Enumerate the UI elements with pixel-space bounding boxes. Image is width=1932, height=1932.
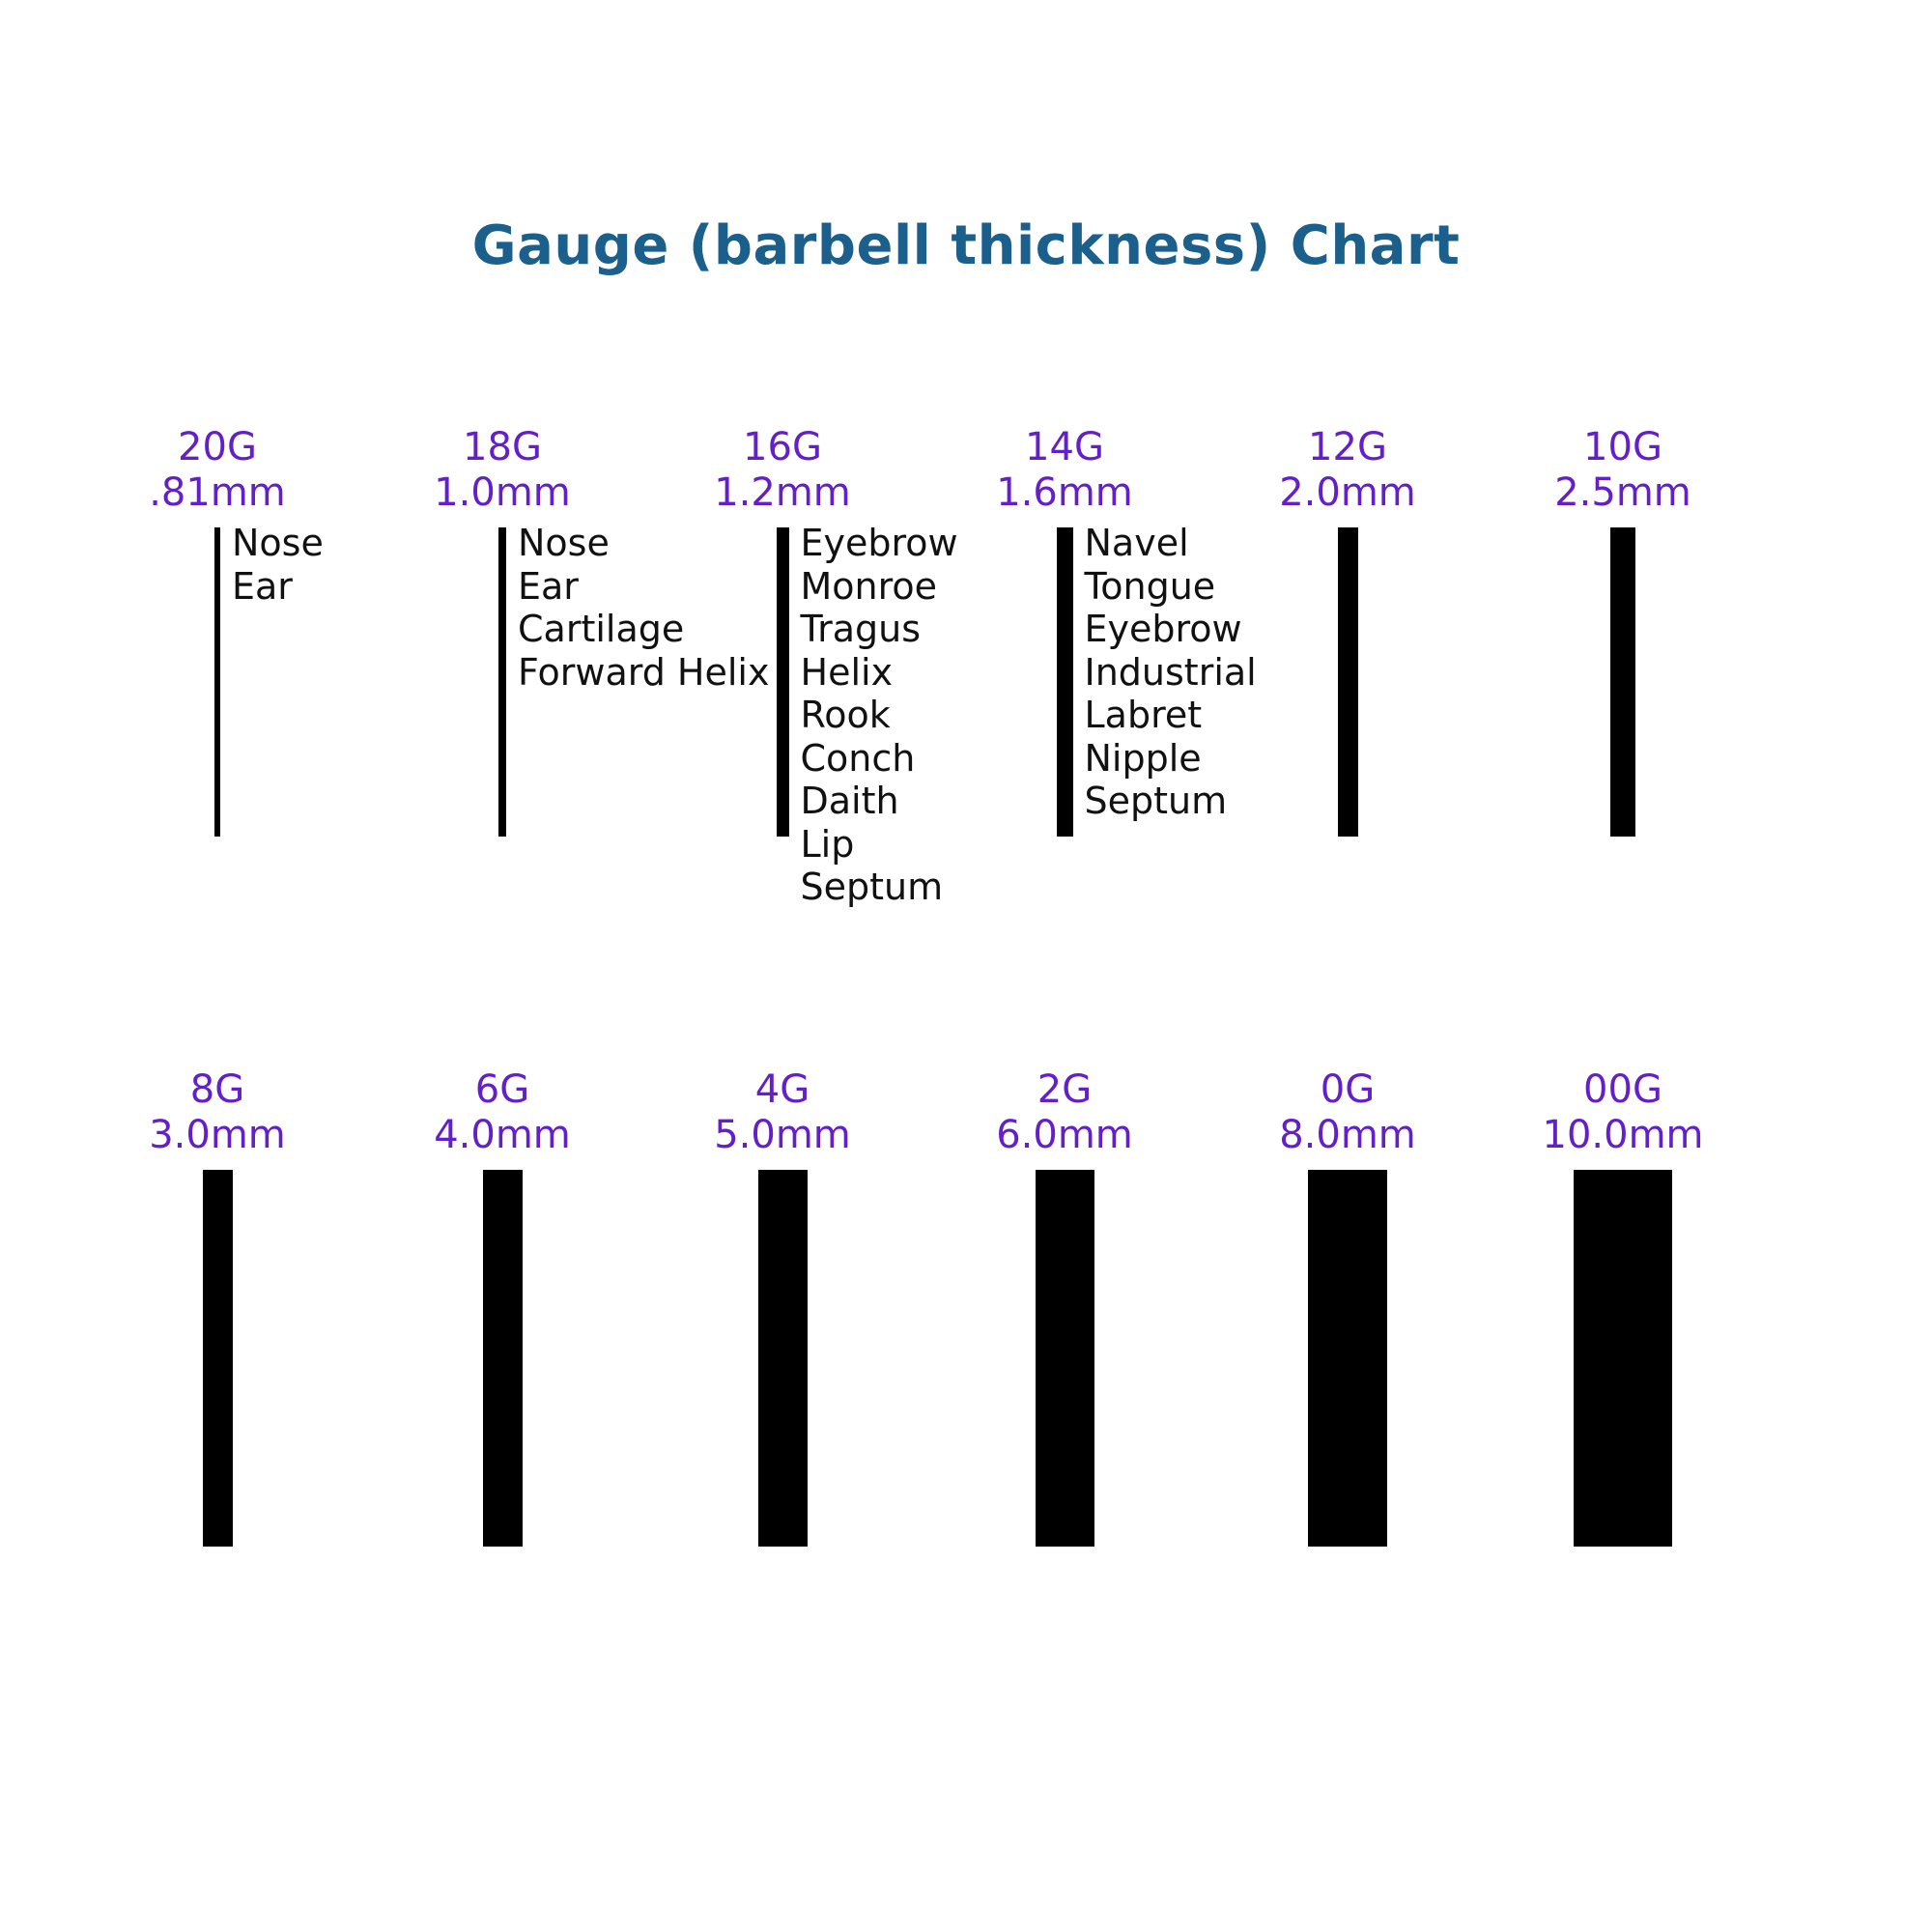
list-item: Lip — [800, 822, 855, 866]
gauge-thickness-bar — [214, 527, 220, 837]
list-item: Eyebrow — [800, 522, 958, 565]
gauge-thickness-bar — [483, 1170, 523, 1547]
gauge-label — [920, 1067, 1209, 1158]
gauge-mm-label: 1.0mm — [434, 470, 571, 516]
gauge-thickness-bar — [777, 527, 789, 837]
gauge-column — [1203, 1067, 1492, 1576]
gauge-label — [638, 425, 927, 516]
gauge-column — [72, 425, 362, 1010]
gauge-size-label: 14G — [1025, 425, 1104, 469]
list-item: Nose — [232, 522, 324, 565]
gauge-thickness-bar — [498, 527, 506, 837]
gauge-thickness-bar — [1610, 527, 1635, 837]
gauge-column — [72, 1067, 362, 1576]
gauge-column — [920, 425, 1257, 1010]
list-item: Conch — [800, 736, 916, 780]
gauge-bar-area — [638, 1170, 927, 1576]
gauge-column — [920, 1067, 1209, 1576]
gauge-size-label: 4G — [754, 1067, 810, 1112]
gauge-label — [72, 1067, 362, 1158]
gauge-column — [1478, 425, 1768, 1010]
list-item: Ear — [232, 564, 293, 608]
gauge-mm-label: 2.5mm — [1554, 470, 1691, 516]
gauge-thickness-bar — [1338, 527, 1358, 837]
list-item: Helix — [800, 650, 894, 694]
gauge-label — [357, 1067, 647, 1158]
gauge-bar-area — [72, 1170, 362, 1576]
gauge-column — [1203, 425, 1492, 1010]
gauge-mm-label: .81mm — [149, 470, 286, 516]
gauge-label — [1203, 1067, 1492, 1158]
list-item: Nipple — [1084, 736, 1202, 780]
gauge-label — [1478, 425, 1768, 516]
list-item: Ear — [518, 564, 579, 608]
gauge-thickness-bar — [1057, 527, 1073, 837]
gauge-size-label: 20G — [178, 425, 257, 469]
gauge-size-label: 0G — [1320, 1067, 1376, 1112]
gauge-thickness-bar — [758, 1170, 808, 1547]
gauge-bar-area — [357, 522, 770, 1010]
list-item: Nose — [518, 522, 610, 565]
list-item: Forward Helix — [518, 650, 770, 694]
gauge-size-label: 16G — [743, 425, 822, 469]
gauge-size-label: 8G — [189, 1067, 245, 1112]
list-item: Monroe — [800, 564, 938, 608]
gauge-column — [357, 1067, 647, 1576]
gauge-label — [920, 425, 1209, 516]
gauge-mm-label: 3.0mm — [149, 1113, 286, 1158]
gauge-mm-label: 10.0mm — [1542, 1113, 1704, 1158]
gauge-thickness-bar — [1308, 1170, 1387, 1547]
gauge-size-label: 00G — [1583, 1067, 1662, 1112]
gauge-bar-area — [920, 1170, 1209, 1576]
gauge-label — [1203, 425, 1492, 516]
gauge-thickness-bar — [1574, 1170, 1672, 1547]
gauge-mm-label: 1.6mm — [996, 470, 1133, 516]
gauge-bar-area — [357, 1170, 647, 1576]
gauge-size-label: 2G — [1037, 1067, 1093, 1112]
gauge-thickness-bar — [203, 1170, 233, 1547]
gauge-piercing-list — [232, 522, 324, 608]
gauge-label — [638, 1067, 927, 1158]
list-item: Navel — [1084, 522, 1189, 565]
list-item: Septum — [800, 866, 944, 908]
gauge-column — [638, 1067, 927, 1576]
gauge-mm-label: 5.0mm — [714, 1113, 851, 1158]
gauge-size-label: 10G — [1583, 425, 1662, 469]
list-item: Septum — [1084, 780, 1228, 823]
gauge-column — [1478, 1067, 1768, 1576]
gauge-thickness-bar — [1036, 1170, 1094, 1547]
gauge-mm-label: 8.0mm — [1279, 1113, 1416, 1158]
gauge-bar-area — [920, 522, 1257, 1010]
gauge-bar-area — [72, 522, 362, 1010]
gauge-size-label: 12G — [1308, 425, 1387, 469]
gauge-column — [638, 425, 958, 1010]
gauge-label — [357, 425, 647, 516]
page-title: Gauge (barbell thickness) Chart — [471, 214, 1461, 277]
gauge-bar-area — [638, 522, 958, 1010]
gauge-mm-label: 4.0mm — [434, 1113, 571, 1158]
gauge-size-label: 18G — [463, 425, 542, 469]
gauge-label — [72, 425, 362, 516]
list-item: Tragus — [800, 608, 922, 651]
gauge-bar-area — [1478, 1170, 1768, 1576]
gauge-size-label: 6G — [474, 1067, 530, 1112]
list-item: Rook — [800, 694, 891, 737]
gauge-label — [1478, 1067, 1768, 1158]
list-item: Labret — [1084, 694, 1203, 737]
gauge-mm-label: 1.2mm — [714, 470, 851, 516]
list-item: Eyebrow — [1084, 608, 1242, 651]
gauge-bar-area — [1203, 1170, 1492, 1576]
gauge-bar-area — [1203, 527, 1492, 1010]
gauge-bar-area — [1478, 527, 1768, 1010]
gauge-mm-label: 2.0mm — [1279, 470, 1416, 516]
gauge-column — [357, 425, 770, 1010]
list-item: Tongue — [1084, 564, 1216, 608]
list-item: Cartilage — [518, 608, 685, 651]
gauge-mm-label: 6.0mm — [996, 1113, 1133, 1158]
list-item: Industrial — [1084, 650, 1257, 694]
list-item: Daith — [800, 780, 899, 823]
